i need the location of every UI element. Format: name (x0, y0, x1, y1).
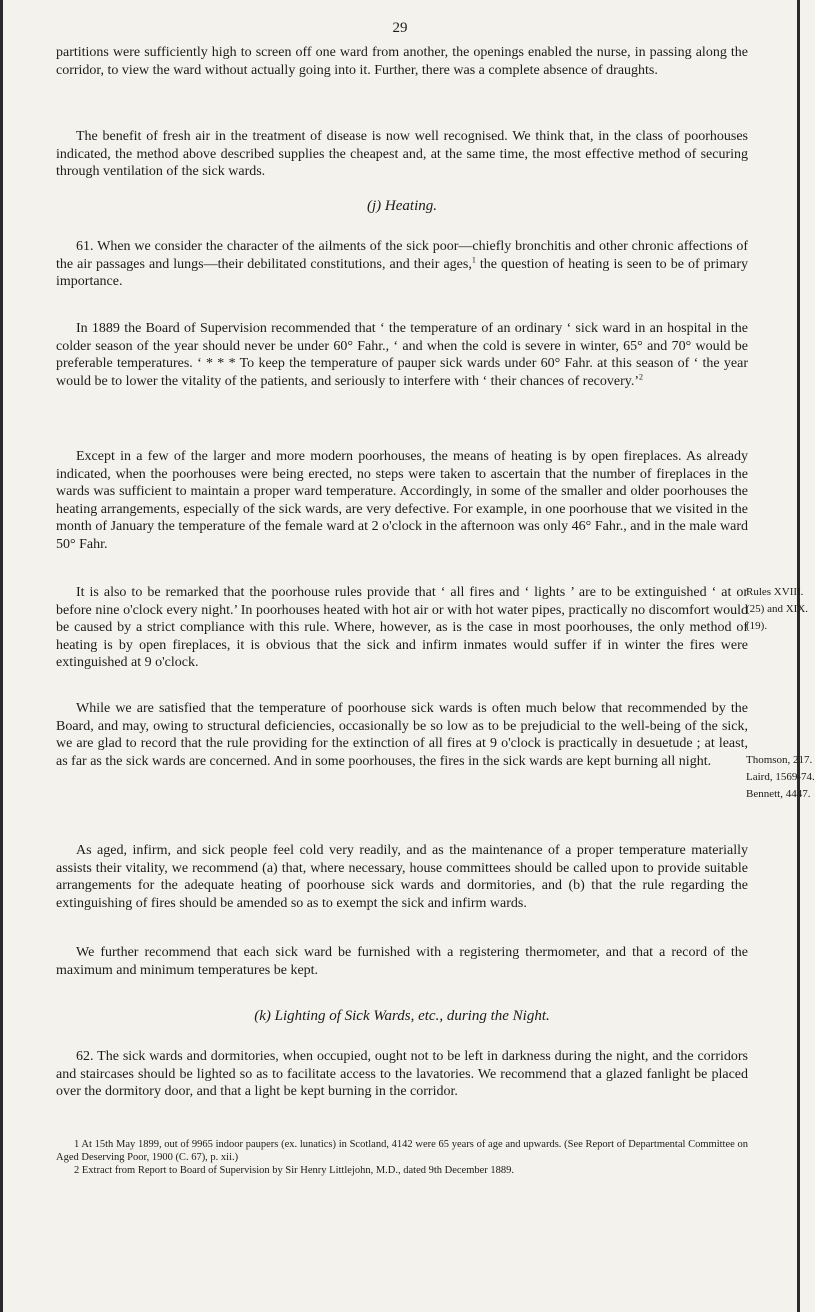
scan-edge-left (0, 0, 3, 1312)
footnote-2: 2 Extract from Report to Board of Supervision by Sir Henry Littlejohn, M.D., dated 9th December 1889. (74, 1165, 515, 1176)
footnote-ref-2: 2 (639, 372, 644, 382)
footnotes (56, 1138, 748, 1177)
paragraph-1889-quote (56, 320, 748, 390)
margin-note-line: Bennett, 4447. (746, 788, 811, 800)
margin-note-line: (25) and XIX. (746, 603, 809, 615)
paragraph-poorhouse-rules: It is also to be remarked that the poorhouse rules provide that ‘ all fires and ‘ lights ’ are to be extinguished ‘ at or before nine o'clock every night.’ In poorhouses heated with hot air or with hot water pipes, practically no discomfort would be caused by a strict compliance with this rule. Where, however, as is the case in most poorhouses, the only method of heating is by open fireplaces, it is obvious that the sick and infirm inmates would suffer if in winter the fires were extinguished at 9 o'clock. (56, 585, 748, 671)
paragraph-fresh-air: The benefit of fresh air in the treatment of disease is now well recognised. We think that, in the class of poorhouses indicated, the method above described supplies the cheapest and, at the same time, the most effective method of securing through ventilation of the sick wards. (56, 129, 748, 180)
paragraph-partitions: partitions were sufficiently high to screen off one ward from another, the openings enabled the nurse, in passing along the corridor, to view the ward without actually going into it. Further, there was a complete absence of draughts. (56, 45, 748, 78)
footnote-1: 1 At 15th May 1899, out of 9965 indoor paupers (ex. lunatics) in Scotland, 4142 were 65 years of age and upwards. (See Report of Departmental Committee on Aged Deserving Poor, 1900 (C. 67), p. xii.) (56, 1139, 748, 1163)
section-heading-lighting: (k) Lighting of Sick Wards, etc., during the Night. (254, 1008, 550, 1024)
margin-note-line: Thomson, 217. (746, 754, 813, 766)
quote-1889-text: In 1889 the Board of Supervision recommended that ‘ the temperature of an ordinary ‘ sick ward in an hospital in the colder season of the year should never be under 60° Fahr., ‘ and when the cold is severe in winter, 65° and 70° would be preferable temperatures. ‘ * * * To keep the temperature of pauper sick wards under 60° Fahr. at this season of ‘ the year would be to lower the vitality of the patients, and seriously to interfere with ‘ their chances of recovery.’ (56, 321, 748, 389)
paragraph-61 (56, 238, 748, 291)
margin-note-rules (746, 584, 808, 635)
margin-note-line: Rules XVIII. (746, 586, 804, 598)
section-heading-heating: (j) Heating. (367, 198, 437, 214)
scan-edge-right (797, 0, 800, 1312)
margin-note-line: Laird, 1569-74. (746, 771, 815, 783)
margin-note-witnesses (746, 752, 815, 803)
page-number: 29 (392, 20, 408, 36)
paragraph-recommend-heating: As aged, infirm, and sick people feel cold very readily, and as the maintenance of a proper temperature materially assists their vitality, we recommend (a) that, where necessary, house committees should be called upon to provide suitable arrangements for the adequate heating of poorhouse sick wards and dormitories, and (b) that the rule regarding the extinguishing of fires should be amended so as to exempt the sick and infirm wards. (56, 843, 748, 911)
margin-note-line: (19). (746, 620, 768, 632)
paragraph-temperature-below: While we are satisfied that the temperature of poorhouse sick wards is often much below that recommended by the Board, and may, owing to structural deficiencies, occasionally be so low as to be prejudicial to the well-being of the sick, we are glad to record that the rule providing for the extinction of all fires at 9 o'clock is practically in desuetude ; at least, as far as the sick wards are concerned. And in some poorhouses, the fires in the sick wards are kept burning all night. (56, 701, 748, 769)
paragraph-61-text-b: the question of heating is seen to be of primary importance. (56, 256, 748, 290)
footnote-ref-1: 1 (471, 254, 476, 264)
paragraph-open-fireplaces: Except in a few of the larger and more modern poorhouses, the means of heating is by open fireplaces. As already indicated, when the poorhouses were being erected, no steps were taken to ascertain that the number of fireplaces in the wards was sufficient to maintain a proper ward temperature. Accordingly, in some of the smaller and older poorhouses the heating arrangements, especially of the sick wards, are very defective. For example, in one poorhouse that we visited in the month of January the temperature of the female ward at 2 o'clock in the afternoon was only 46° Fahr., and in the male ward 50° Fahr. (56, 449, 748, 552)
paragraph-62: 62. The sick wards and dormitories, when occupied, ought not to be left in darkness during the night, and the corridors and staircases should be lighted so as to facilitate access to the lavatories. We recommend that a glazed fanlight be placed over the dormitory door, and that a light be kept burning in the corridor. (56, 1049, 748, 1100)
paragraph-thermometer: We further recommend that each sick ward be furnished with a registering thermometer, and that a record of the maximum and minimum temperatures be kept. (56, 945, 748, 978)
paragraph-61-text-a: 61. When we consider the character of the ailments of the sick poor—chiefly bronchitis and other chronic affections of the air passages and lungs—their debilitated constitutions, and their ages, (56, 239, 748, 272)
